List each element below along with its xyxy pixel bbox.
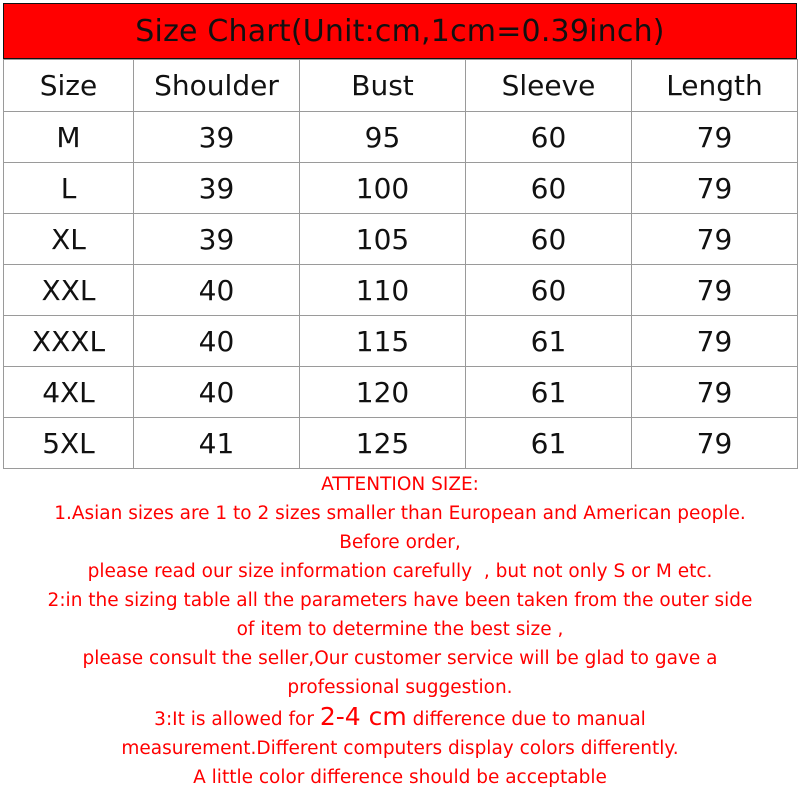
table-cell: L [4, 163, 134, 214]
header-cell: Bust [300, 60, 466, 112]
table-cell: 115 [300, 316, 466, 367]
table-row [4, 316, 798, 367]
table-cell: 79 [632, 367, 798, 418]
table-cell: 95 [300, 112, 466, 163]
table-cell: 79 [632, 214, 798, 265]
table-cell: 105 [300, 214, 466, 265]
notes-text: 3:It is allowed for [154, 709, 320, 730]
notes-line: 2:in the sizing table all the parameters have been taken from the outer side [47, 590, 753, 611]
table-cell: 40 [134, 316, 300, 367]
size-table [3, 59, 798, 469]
table-row [4, 214, 798, 265]
table-cell: 60 [466, 214, 632, 265]
table-cell: 60 [466, 112, 632, 163]
table-cell: 39 [134, 163, 300, 214]
header-cell: Length [632, 60, 798, 112]
table-cell: 79 [632, 163, 798, 214]
table-cell: 61 [466, 367, 632, 418]
table-cell: 39 [134, 112, 300, 163]
table-cell: 5XL [4, 418, 134, 469]
table-cell: 40 [134, 367, 300, 418]
table-cell: 41 [134, 418, 300, 469]
notes-line: please consult the seller,Our customer service will be glad to gave a [82, 648, 718, 669]
notes-line: measurement.Different computers display colors differently. [121, 738, 679, 759]
header-cell: Sleeve [466, 60, 632, 112]
notes-line: professional suggestion. [287, 677, 513, 698]
notes-line: please read our size information carefully , but not only S or M etc. [87, 561, 713, 582]
table-cell: 60 [466, 265, 632, 316]
table-cell: 39 [134, 214, 300, 265]
table-cell: 79 [632, 265, 798, 316]
table-header-row [4, 60, 798, 112]
table-cell: XL [4, 214, 134, 265]
table-cell: 40 [134, 265, 300, 316]
table-cell: M [4, 112, 134, 163]
attention-notes [0, 470, 800, 792]
notes-text: difference due to manual [406, 709, 646, 730]
notes-line: Before order, [339, 532, 461, 553]
table-row [4, 418, 798, 469]
table-cell: XXL [4, 265, 134, 316]
table-cell: 4XL [4, 367, 134, 418]
notes-line-tolerance [0, 702, 800, 734]
header-cell: Shoulder [134, 60, 300, 112]
header-cell: Size [4, 60, 134, 112]
table-cell: 120 [300, 367, 466, 418]
table-cell: XXXL [4, 316, 134, 367]
table-cell: 61 [466, 316, 632, 367]
table-cell: 110 [300, 265, 466, 316]
table-cell: 100 [300, 163, 466, 214]
table-cell: 79 [632, 418, 798, 469]
tolerance-value: 2-4 cm [319, 702, 407, 731]
table-cell: 60 [466, 163, 632, 214]
chart-title: Size Chart(Unit:cm,1cm=0.39inch) [3, 3, 797, 59]
table-row [4, 367, 798, 418]
table-cell: 79 [632, 112, 798, 163]
table-cell: 79 [632, 316, 798, 367]
table-row [4, 163, 798, 214]
notes-heading: ATTENTION SIZE: [321, 474, 479, 495]
notes-line: A little color difference should be acceptable [193, 767, 607, 788]
table-cell: 125 [300, 418, 466, 469]
table-row [4, 112, 798, 163]
table-row [4, 265, 798, 316]
notes-line: 1.Asian sizes are 1 to 2 sizes smaller than European and American people. [54, 503, 746, 524]
table-cell: 61 [466, 418, 632, 469]
notes-line: of item to determine the best size , [236, 619, 564, 640]
